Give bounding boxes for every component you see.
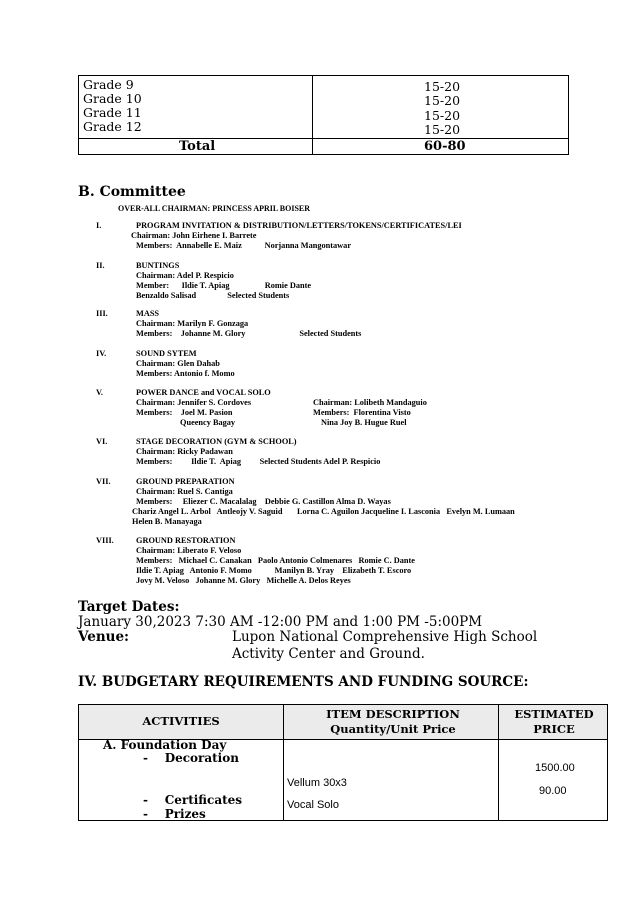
header-estimated-price: ESTIMATED PRICE bbox=[514, 707, 594, 736]
committee-line: Members: Johanne M. Glory Selected Students bbox=[136, 329, 362, 338]
committee-line: Members: Eliezer C. Macalalag Debbie G. Castillon Alma D. Wayas bbox=[136, 497, 391, 506]
item-number: II. bbox=[96, 261, 105, 270]
committee-line: Helen B. Manayaga bbox=[132, 517, 202, 526]
committee-line: Benzaldo Salisad Selected Students bbox=[136, 291, 290, 300]
header-item-description: ITEM DESCRIPTION Quantity/Unit Price bbox=[326, 707, 460, 736]
grade-value: 15-20 bbox=[424, 93, 461, 108]
committee-line: POWER DANCE and VOCAL SOLO bbox=[136, 388, 271, 397]
committee-line: GROUND RESTORATION bbox=[136, 536, 236, 545]
total-label: Total bbox=[179, 139, 216, 154]
price-certificates: 90.00 bbox=[539, 785, 567, 797]
item-number: IV. bbox=[96, 349, 107, 358]
committee-line: Chairman: Ricky Padawan bbox=[136, 447, 233, 456]
item-number: VII. bbox=[96, 477, 111, 486]
grade-label: Grade 12 bbox=[83, 119, 142, 134]
activity-prizes: - Prizes bbox=[143, 807, 206, 821]
committee-line: Members: Ildie T. Apiag Selected Students Adel P. Respicio bbox=[136, 457, 381, 466]
activity-certificates: - Certificates bbox=[143, 793, 243, 807]
item-number: VI. bbox=[96, 437, 108, 446]
committee-line: Members: Antonio f. Momo bbox=[136, 369, 235, 378]
grade-label: Grade 10 bbox=[83, 91, 142, 106]
venue-value: Lupon National Comprehensive High School Activity Center and Ground. bbox=[232, 629, 538, 662]
grade-label: Grade 9 bbox=[83, 77, 134, 92]
committee-heading: B. Committee bbox=[78, 184, 186, 200]
committee-line: Chairman: Liberato F. Veloso bbox=[136, 546, 242, 555]
committee-line: Nina Joy B. Hugue Ruel bbox=[321, 418, 407, 427]
item-number: III. bbox=[96, 309, 108, 318]
budget-table bbox=[78, 704, 608, 821]
total-value: 60-80 bbox=[424, 139, 466, 154]
grade-value: 15-20 bbox=[424, 79, 461, 94]
item-vocal-solo: Vocal Solo bbox=[287, 799, 339, 811]
committee-line: Chairman: Jennifer S. Cordoves bbox=[136, 398, 252, 407]
table-divider bbox=[79, 138, 568, 139]
committee-line: Members: Florentina Visto bbox=[313, 408, 411, 417]
target-dates-title: Target Dates: bbox=[78, 599, 180, 615]
grades-table bbox=[78, 75, 569, 155]
activity-decoration: - Decoration bbox=[143, 751, 239, 765]
committee-line: Queency Bagay bbox=[180, 418, 236, 427]
committee-line: Ildie T. Apiag Antonio F. Momo Manilyn B. Yray Elizabeth T. Escoro bbox=[136, 566, 412, 575]
committee-line: GROUND PREPARATION bbox=[136, 477, 235, 486]
venue-label: Venue: bbox=[78, 629, 130, 645]
committee-line: STAGE DECORATION (GYM & SCHOOL) bbox=[136, 437, 297, 446]
grade-label: Grade 11 bbox=[83, 105, 142, 120]
committee-line: Chairman: Marilyn F. Gonzaga bbox=[136, 319, 249, 328]
item-number: V. bbox=[96, 388, 103, 397]
grade-value: 15-20 bbox=[424, 122, 461, 137]
committee-line: Chairman: John Eirhene I. Barrete bbox=[131, 231, 257, 240]
header-activities: ACTIVITIES bbox=[142, 714, 220, 728]
committee-line: Chairman: Glen Dahab bbox=[136, 359, 220, 368]
item-number: VIII. bbox=[96, 536, 114, 545]
item-vellum: Vellum 30x3 bbox=[287, 777, 347, 789]
target-date: January 30,2023 7:30 AM -12:00 PM and 1:00 PM -5:00PM bbox=[78, 614, 483, 630]
committee-line: Chairman: Ruel S. Cantiga bbox=[136, 487, 233, 496]
committee-line: PROGRAM INVITATION & DISTRIBUTION/LETTERS/TOKENS/CERTIFICATES/LEI bbox=[136, 221, 462, 230]
table-divider bbox=[283, 705, 284, 820]
committee-line: Chariz Angel L. Arbol Antleojy V. Saguid Lorna C. Aguilon Jacqueline I. Lasconia Evelyn M. Lumaan bbox=[132, 507, 515, 516]
committee-line: MASS bbox=[136, 309, 160, 318]
committee-line: Members: Michael C. Canakan Paolo Antonio Colmenares Romie C. Dante bbox=[136, 556, 415, 565]
committee-line: Members: Annabelle E. Maiz Norjanna Mangontawar bbox=[136, 241, 352, 250]
price-decoration: 1500.00 bbox=[535, 762, 575, 774]
committee-line: BUNTINGS bbox=[136, 261, 180, 270]
committee-line: Jovy M. Veloso Johanne M. Glory Michelle A. Delos Reyes bbox=[136, 576, 351, 585]
overall-chairman: OVER-ALL CHAIRMAN: PRINCESS APRIL BOISER bbox=[118, 204, 311, 213]
committee-line: Chairman: Adel P. Respicio bbox=[136, 271, 234, 280]
committee-line: Member: Ildie T. Apiag Romie Dante bbox=[136, 281, 312, 290]
item-number: I. bbox=[96, 221, 102, 230]
activity-foundation-day: A. Foundation Day bbox=[103, 738, 227, 752]
table-divider bbox=[312, 76, 313, 154]
committee-line: Members: Joel M. Pasion bbox=[136, 408, 233, 417]
budget-title: IV. BUDGETARY REQUIREMENTS AND FUNDING SOURCE: bbox=[78, 674, 529, 690]
committee-line: Chairman: Lolibeth Mandaguio bbox=[313, 398, 427, 407]
committee-line: SOUND SYTEM bbox=[136, 349, 197, 358]
grade-value: 15-20 bbox=[424, 108, 461, 123]
